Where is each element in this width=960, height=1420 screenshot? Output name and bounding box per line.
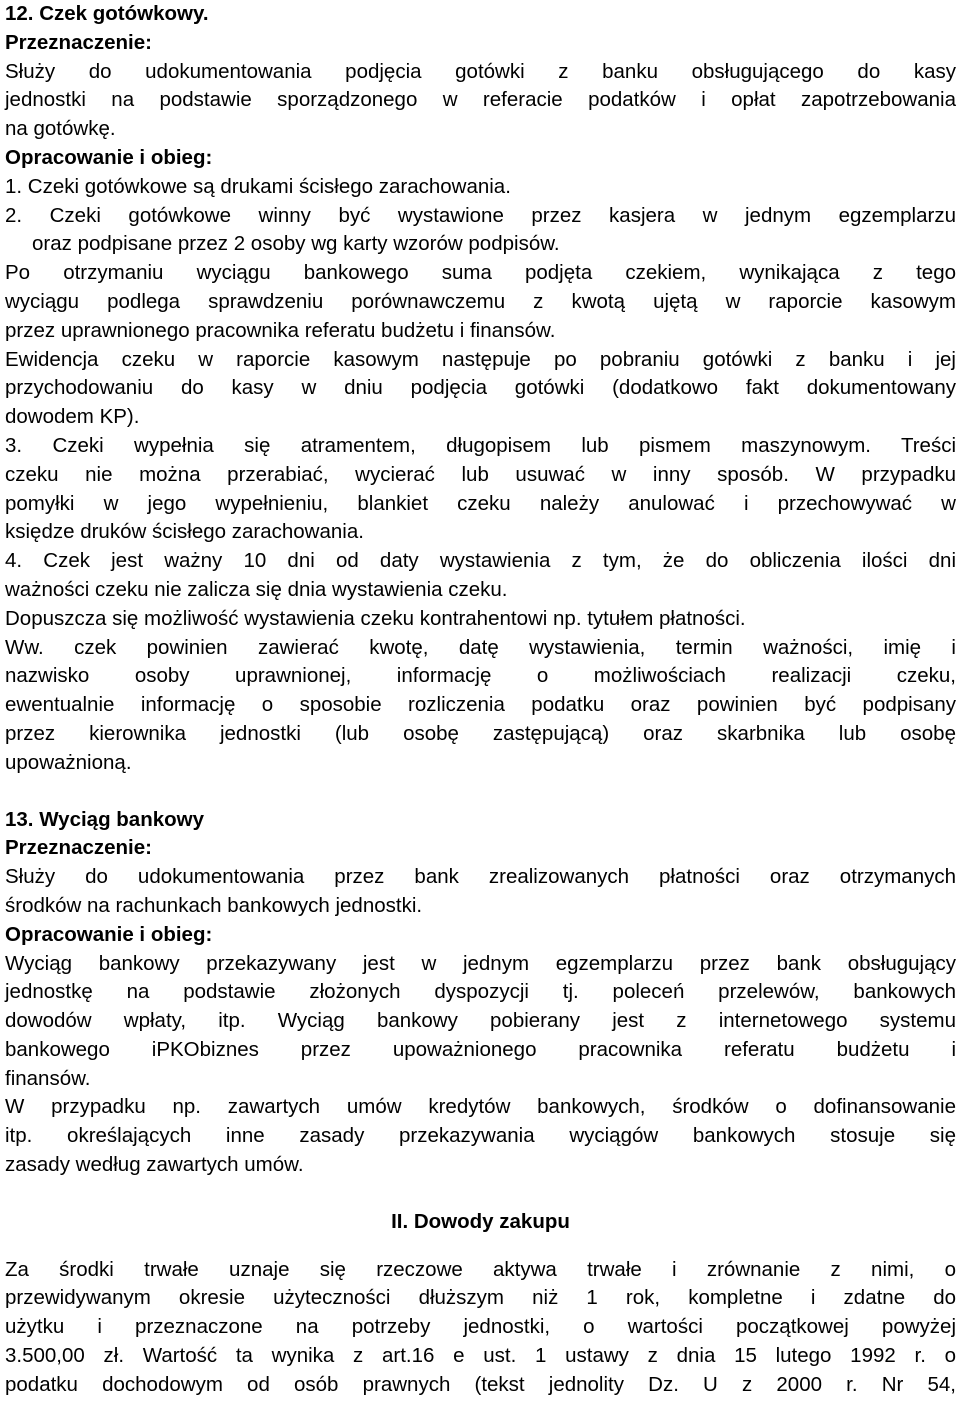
section-13-exceptions-line-3: zasady według zawartych umów.: [5, 1153, 304, 1177]
section-12-item-3-line-1: 3. Czeki wypełnia się atramentem, długopisem lub pismem maszynowym. Treści: [5, 433, 956, 457]
section-13-procedure-heading: Opracowanie i obieg:: [5, 922, 213, 946]
statement-paragraph-line-2: wyciągu podlega sprawdzeniu porównawczemu z kwotą ujętą w raporcie kasowym: [5, 289, 956, 313]
section-12-item-2: 2. Czeki gotówkowe winny być wystawione przez kasjera w jednym egzemplarzu: [5, 203, 956, 227]
record-paragraph-line-3: dowodem KP).: [5, 405, 140, 429]
fixed-assets-paragraph-line-5: podatku dochodowym od osób prawnych (tekst jednolity Dz. U z 2000 r. Nr 54,: [5, 1372, 956, 1396]
section-12-item-4-line-2: ważności czeku nie zalicza się dnia wystawienia czeku.: [5, 577, 508, 601]
section-13-purpose-heading: Przeznaczenie:: [5, 836, 152, 860]
contents-paragraph-line-3: ewentualnie informację o sposobie rozliczenia podatku oraz powinien być podpisany: [5, 693, 956, 717]
section-13-procedure-line-5: finansów.: [5, 1066, 91, 1090]
section-13-procedure-line-2: jednostkę na podstawie złożonych dyspozycji tj. poleceń przelewów, bankowych: [5, 980, 956, 1004]
statement-paragraph-line-1: Po otrzymaniu wyciągu bankowego suma podjęta czekiem, wynikająca z tego: [5, 261, 956, 285]
section-ii-title: II. Dowody zakupu: [391, 1209, 570, 1233]
section-12-purpose-line-2: jednostki na podstawie sporządzonego w referacie podatków i opłat zapotrzebowania: [5, 88, 956, 112]
section-spacer: [5, 1237, 956, 1256]
section-13-purpose-line-2: środków na rachunkach bankowych jednostki.: [5, 893, 423, 917]
section-spacer: [5, 1180, 956, 1208]
record-paragraph-line-1: Ewidencja czeku w raporcie kasowym następuje po pobraniu gotówki z banku i jej: [5, 347, 956, 371]
section-12-item-1: 1. Czeki gotówkowe są drukami ścisłego zarachowania.: [5, 174, 511, 198]
section-12-title: 12. Czek gotówkowy.: [5, 2, 209, 25]
contents-paragraph-line-2: nazwisko osoby uprawnionej, informację o możliwościach realizacji czeku,: [5, 664, 956, 688]
section-12-item-3-line-2: czeku nie można przerabiać, wycierać lub usuwać w inny sposób. W przypadku: [5, 462, 956, 486]
section-12-procedure-heading: Opracowanie i obieg:: [5, 145, 213, 169]
section-13-procedure-line-3: dowodów wpłaty, itp. Wyciąg bankowy pobierany jest z internetowego systemu: [5, 1009, 956, 1033]
fixed-assets-paragraph-line-1: Za środki trwałe uznaje się rzeczowe aktywa trwałe i zrównanie z nimi, o: [5, 1257, 956, 1281]
contents-paragraph-line-4: przez kierownika jednostki (lub osobę zastępującą) oraz skarbnika lub osobę: [5, 721, 956, 745]
section-13-exceptions-line-1: W przypadku np. zawartych umów kredytów bankowych, środków o dofinansowanie: [5, 1095, 956, 1119]
section-12-purpose-line-1: Służy do udokumentowania podjęcia gotówki z banku obsługującego do kasy: [5, 59, 956, 83]
section-spacer: [5, 778, 956, 806]
fixed-assets-paragraph-line-3: użytku i przeznaczone na potrzeby jednostki, o wartości początkowej powyżej: [5, 1315, 956, 1339]
contents-paragraph-line-5: upoważnioną.: [5, 750, 132, 774]
statement-paragraph-line-3: przez uprawnionego pracownika referatu budżetu i finansów.: [5, 318, 556, 342]
contents-paragraph-line-1: Ww. czek powinien zawierać kwotę, datę wystawienia, termin ważności, imię i: [5, 635, 956, 659]
fixed-assets-paragraph-line-4: 3.500,00 zł. Wartość ta wynika z art.16 e ust. 1 ustawy z dnia 15 lutego 1992 r. o: [5, 1344, 956, 1368]
section-13-procedure-line-1: Wyciąg bankowy przekazywany jest w jednym egzemplarzu przez bank obsługujący: [5, 951, 956, 975]
section-12-item-3-line-3: pomyłki w jego wypełnieniu, blankiet czeku należy anulować i przechowywać w: [5, 491, 956, 515]
section-12-item-3-line-4: księdze druków ścisłego zarachowania.: [5, 520, 364, 544]
section-13-purpose-line-1: Służy do udokumentowania przez bank zrealizowanych płatności oraz otrzymanych: [5, 865, 956, 889]
section-13-title: 13. Wyciąg bankowy: [5, 807, 205, 831]
section-13-procedure-line-4: bankowego iPKObiznes przez upoważnionego pracownika referatu budżetu i: [5, 1037, 956, 1061]
fixed-assets-paragraph-line-2: przewidywanym okresie użyteczności dłuższym niż 1 rok, kompletne i zdatne do: [5, 1286, 956, 1310]
section-12-item-4-line-1: 4. Czek jest ważny 10 dni od daty wystawienia z tym, że do obliczenia ilości dni: [5, 549, 956, 573]
section-12-item-2-cont: oraz podpisane przez 2 osoby wg karty wzorów podpisów.: [32, 232, 560, 256]
record-paragraph-line-2: przychodowaniu do kasy w dniu podjęcia gotówki (dodatkowo fakt dokumentowany: [5, 376, 956, 400]
contractor-paragraph: Dopuszcza się możliwość wystawienia czeku kontrahentowi np. tytułem płatności.: [5, 606, 746, 630]
section-12-purpose-line-3: na gotówkę.: [5, 117, 116, 141]
section-12-purpose-heading: Przeznaczenie:: [5, 30, 152, 54]
section-13-exceptions-line-2: itp. określających inne zasady przekazywania wyciągów bankowych stosuje się: [5, 1124, 956, 1148]
